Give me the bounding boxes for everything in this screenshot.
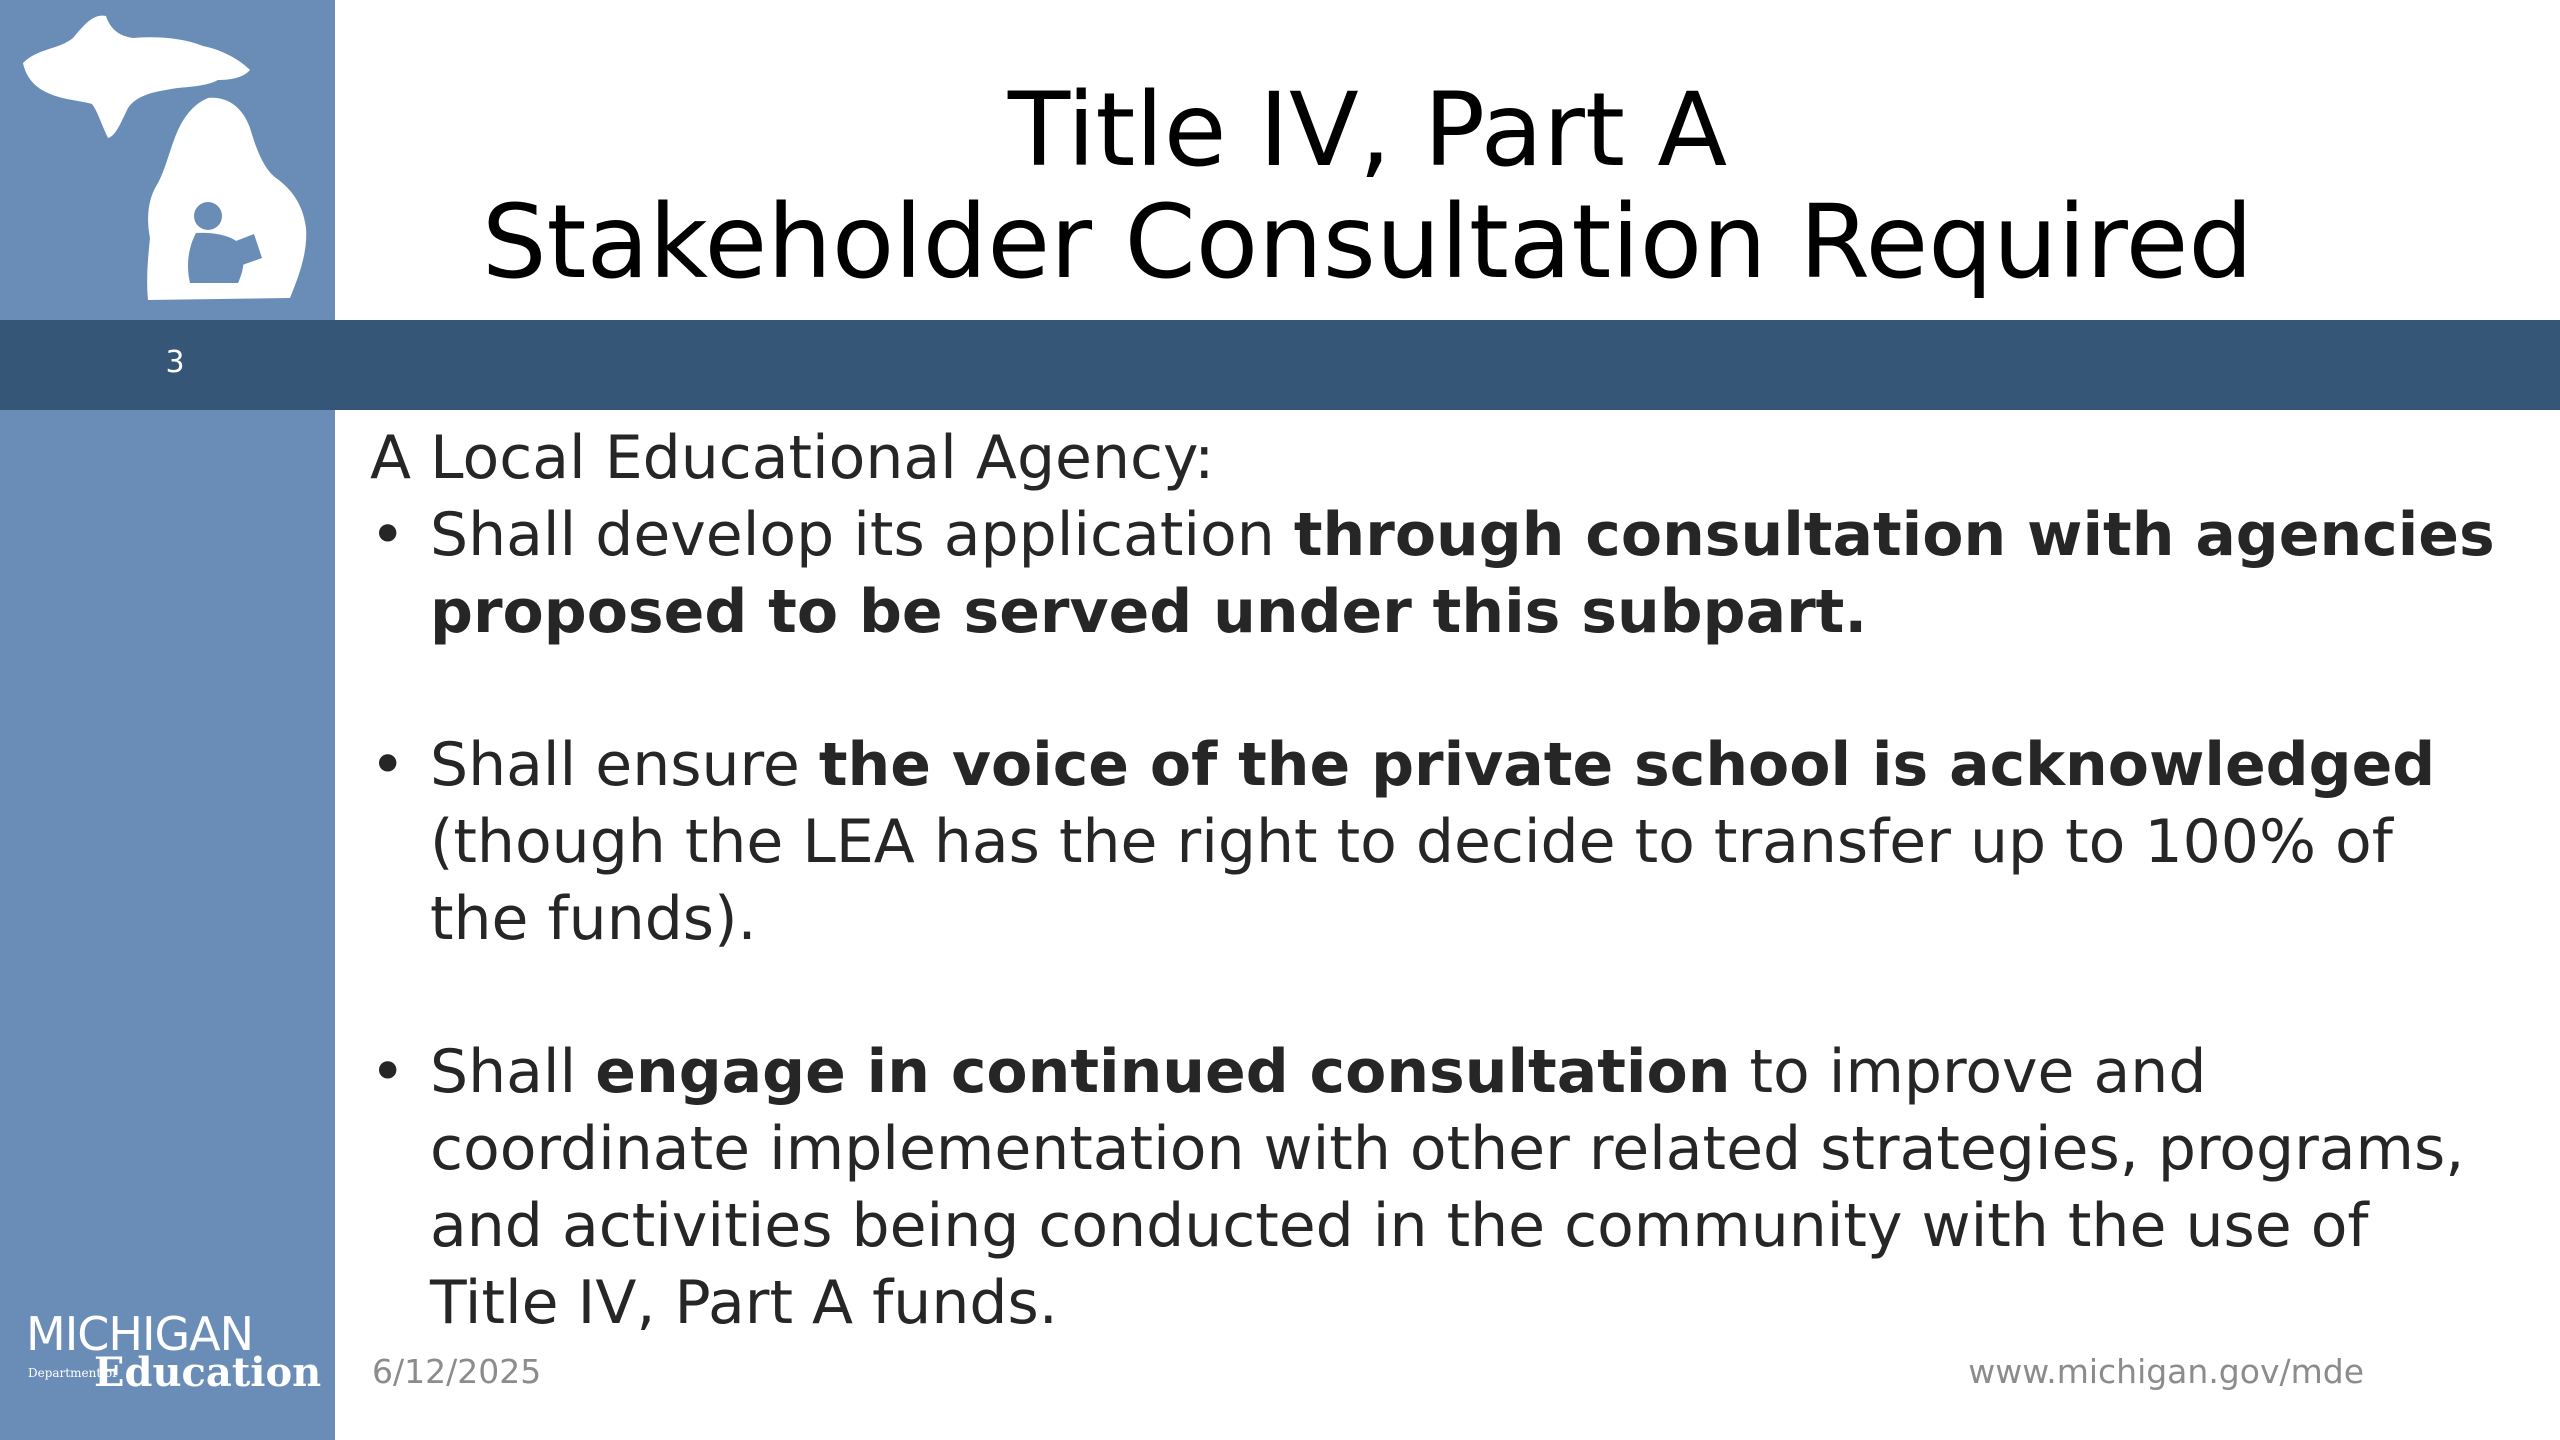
bullet-text-plain: to improve and coordinate implementation with other related strategies, programs, and activities being conducted in the community with the use of Title IV, Part A funds. [430, 1037, 2465, 1338]
michigan-map-icon [18, 8, 308, 308]
bullet-text-plain: (though the LEA has the right to decide to transfer up to 100% of the funds). [430, 807, 2393, 954]
mde-logo [22, 1285, 322, 1405]
title-band [0, 320, 2560, 410]
bullet-list [370, 497, 2510, 1342]
list-item [370, 727, 2510, 958]
bullet-text-plain: Shall ensure [430, 730, 819, 800]
slide-number: 3 [165, 345, 185, 380]
slide-body [370, 420, 2510, 1342]
bullet-icon: • [370, 1037, 406, 1107]
footer-date: 6/12/2025 [372, 1352, 542, 1391]
slide-title [335, 71, 2400, 302]
list-item [370, 497, 2510, 651]
logo-education-text: Education [94, 1349, 322, 1396]
logo-department-text: Department of [28, 1366, 117, 1380]
title-line-2: Stakeholder Consultation Required [481, 183, 2254, 302]
bullet-icon: • [370, 730, 406, 800]
sidebar [0, 0, 335, 1440]
bullet-text-bold: the voice of the private school is acknowledged [818, 730, 2436, 800]
bullet-icon: • [370, 500, 406, 570]
bullet-text-plain: Shall develop its application [430, 500, 1294, 570]
logo-michigan-text: MICHIGAN [26, 1307, 254, 1361]
intro-text: A Local Educational Agency: [370, 423, 1215, 493]
list-item [370, 1034, 2510, 1342]
bullet-text-bold: through consultation with agencies proposed to be served under this subpart. [430, 500, 2495, 647]
title-line-1: Title IV, Part A [1007, 71, 1728, 190]
bullet-text-plain: Shall [430, 1037, 596, 1107]
bullet-text-bold: engage in continued consultation [595, 1037, 1731, 1107]
footer-url-link[interactable]: www.michigan.gov/mde [1968, 1352, 2364, 1391]
